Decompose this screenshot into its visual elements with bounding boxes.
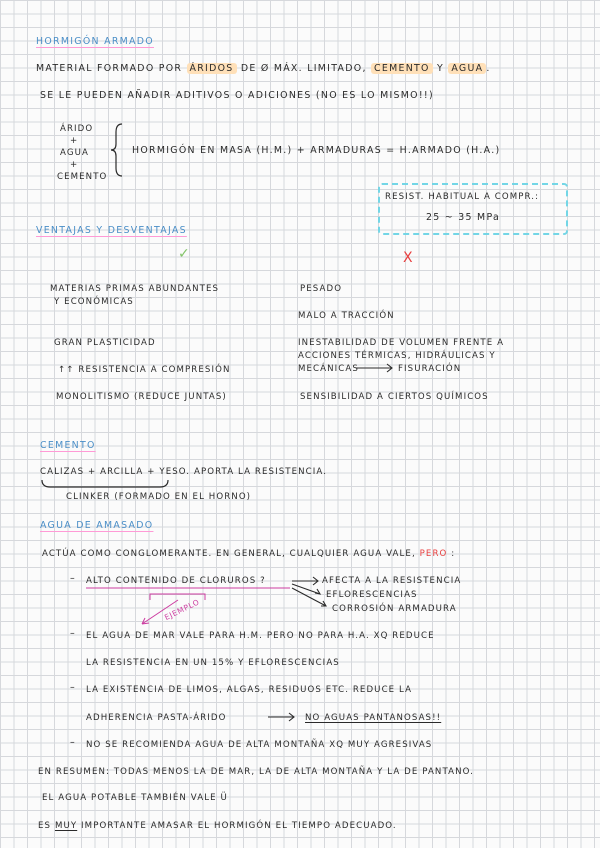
intro-text: MATERIAL FORMADO POR bbox=[36, 63, 183, 74]
con-item: INESTABILIDAD DE VOLUMEN FRENTE A bbox=[298, 338, 505, 348]
con-item: MALO A TRACCIÓN bbox=[298, 311, 395, 321]
section-heading-agua: AGUA DE AMASADO bbox=[40, 520, 154, 531]
brace-shape bbox=[111, 124, 122, 176]
con-item: SENSIBILIDAD A CIERTOS QUÍMICOS bbox=[300, 392, 489, 402]
pink-arrow bbox=[142, 600, 178, 624]
intro-text: DE Ø MÁX. LIMITADO, bbox=[240, 63, 367, 74]
con-item: PESADO bbox=[300, 284, 343, 294]
highlight-cemento: CEMENTO bbox=[371, 63, 433, 74]
arrow-shape bbox=[292, 577, 318, 585]
con-item: MECÁNICAS bbox=[298, 364, 359, 374]
effect-item: AFECTA A LA RESISTENCIA bbox=[322, 576, 462, 586]
comp-agua: AGUA bbox=[60, 148, 89, 158]
ejemplo-annotation: EJEMPLO bbox=[163, 597, 202, 623]
resumen-text: EN RESUMEN: TODAS MENOS LA DE MAR, LA DE ALTA MONTAÑA Y LA DE PANTANO. bbox=[38, 767, 474, 777]
limos-line-1: LA EXISTENCIA DE LIMOS, ALGAS, RESIDUOS ETC. REDUCE LA bbox=[86, 685, 413, 695]
cloruros-text: ALTO CONTENIDO DE CLORUROS ? bbox=[86, 576, 266, 586]
intro-text: . bbox=[486, 63, 491, 74]
section-heading-ventajas: VENTAJAS Y DESVENTAJAS bbox=[36, 225, 187, 236]
cemento-line-1: CALIZAS + ARCILLA + YESO. APORTA LA RESISTENCIA. bbox=[40, 467, 328, 477]
final-text: ES bbox=[38, 821, 52, 831]
con-item: ACCIONES TÉRMICAS, HIDRÁULICAS Y bbox=[298, 351, 496, 361]
pro-item: MONOLITISMO (REDUCE JUNTAS) bbox=[56, 392, 227, 402]
agua-text: ACTÚA COMO CONGLOMERANTE. EN GENERAL, CUALQUIER AGUA VALE, bbox=[42, 549, 416, 559]
dash: – bbox=[70, 737, 76, 748]
arrow-shape bbox=[292, 588, 326, 606]
pro-item: ↑↑ RESISTENCIA A COMPRESIÓN bbox=[58, 365, 231, 375]
mar-line-1: EL AGUA DE MAR VALE PARA H.M. PERO NO PARA H.A. XQ REDUCE bbox=[86, 631, 435, 641]
comp-plus: + bbox=[70, 160, 79, 170]
alta-montana-text: NO SE RECOMIENDA AGUA DE ALTA MONTAÑA XQ MUY AGRESIVAS bbox=[86, 740, 433, 750]
dash: – bbox=[70, 573, 76, 584]
comp-formula: HORMIGÓN EN MASA (H.M.) + ARMADURAS = H.ARMADO (H.A.) bbox=[132, 145, 501, 156]
pro-item: GRAN PLASTICIDAD bbox=[54, 338, 156, 348]
pink-bracket bbox=[150, 594, 205, 600]
page-title: HORMIGÓN ARMADO bbox=[36, 36, 154, 47]
cemento-line-2: CLINKER (FORMADO EN EL HORNO) bbox=[66, 492, 252, 502]
bracket-shape bbox=[42, 480, 168, 487]
pro-item: MATERIAS PRIMAS ABUNDANTES bbox=[50, 284, 220, 294]
intro-text: Y bbox=[437, 63, 445, 74]
comp-plus: + bbox=[70, 136, 79, 146]
dash: – bbox=[70, 628, 76, 639]
intro-line-2: SE LE PUEDEN AÑADIR ADITIVOS O ADICIONES (NO ES LO MISMO!!) bbox=[40, 90, 434, 101]
agua-text: : bbox=[451, 549, 456, 559]
pero-text: PERO bbox=[419, 549, 448, 559]
arrow-shape bbox=[292, 584, 320, 594]
arrow-shape bbox=[268, 713, 294, 721]
check-icon: ✓ bbox=[178, 246, 192, 262]
comp-aridos: ÁRIDO bbox=[60, 124, 94, 134]
pro-item: Y ECONÓMICAS bbox=[54, 297, 134, 307]
potable-text: EL AGUA POTABLE TAMBIÉN VALE Ü bbox=[42, 793, 228, 803]
comp-cemento: CEMENTO bbox=[57, 172, 108, 182]
arrow-shape bbox=[356, 364, 392, 372]
cross-icon: X bbox=[403, 250, 414, 266]
effect-item: CORROSIÓN ARMADURA bbox=[332, 604, 457, 614]
con-item: FISURACIÓN bbox=[398, 364, 462, 374]
mar-line-2: LA RESISTENCIA EN UN 15% Y EFLORESCENCIAS bbox=[86, 658, 340, 668]
resistance-label: RESIST. HABITUAL A COMPR.: bbox=[385, 192, 540, 202]
resistance-value: 25 ~ 35 MPa bbox=[426, 212, 501, 223]
final-text: IMPORTANTE AMASAR EL HORMIGÓN EL TIEMPO ADECUADO. bbox=[81, 821, 397, 831]
section-heading-cemento: CEMENTO bbox=[40, 440, 96, 451]
limos-line-2: ADHERENCIA PASTA-ÁRIDO bbox=[86, 713, 227, 723]
dash: – bbox=[70, 682, 76, 693]
highlight-agua: AGUA bbox=[448, 63, 486, 74]
muy-text: MUY bbox=[54, 821, 78, 831]
effect-item: EFLORESCENCIAS bbox=[326, 590, 418, 600]
highlight-aridos: ÁRIDOS bbox=[187, 63, 237, 74]
pantanosas-text: NO AGUAS PANTANOSAS!! bbox=[305, 713, 442, 723]
